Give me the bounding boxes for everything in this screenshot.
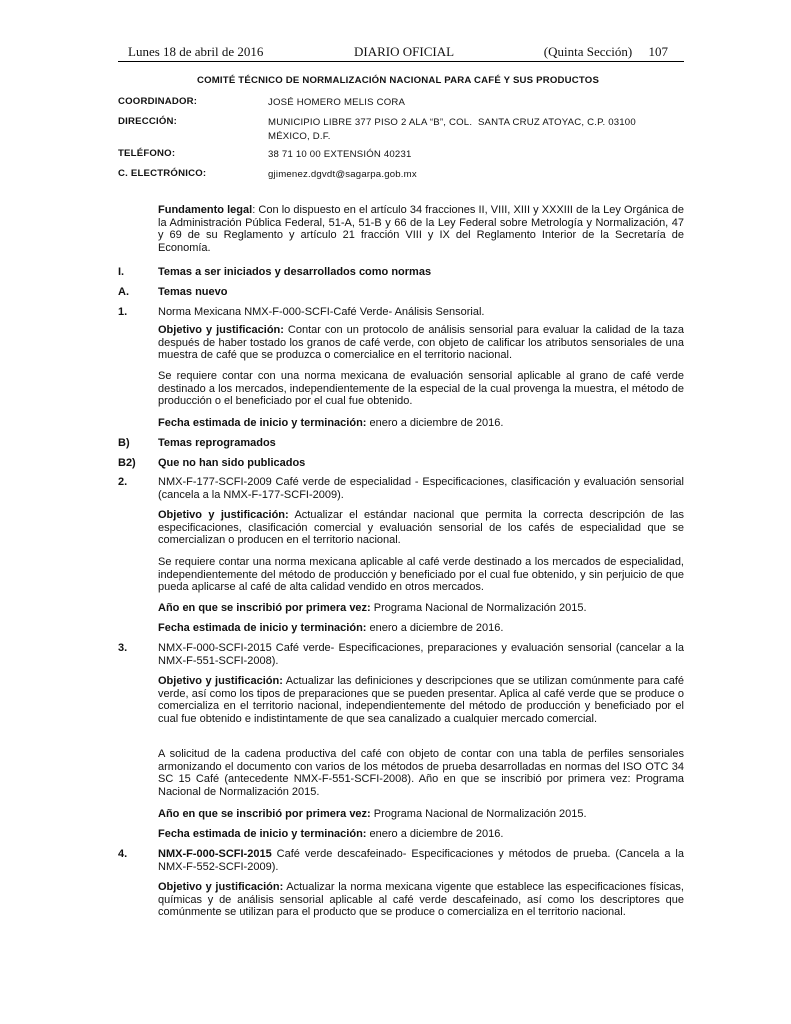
item-1-paragraph-2: Se requiere contar con una norma mexicana de evaluación sensorial aplicable al grano de café verde destinado a los mercados, independientemente de la especial de la cual provenga la muestra, el método de producción o el beneficiado por el cual fue obtenido. [158, 370, 684, 408]
item-4-number: 4. [118, 848, 128, 860]
phone-label: TELÉFONO: [118, 148, 176, 159]
committee-block [118, 75, 678, 180]
item-4-code: NMX-F-000-SCFI-2015 [158, 848, 272, 860]
item-3-objective [158, 675, 684, 725]
year-value: Programa Nacional de Normalización 2015. [370, 602, 587, 614]
item-3-dates [158, 828, 684, 841]
coordinator-label: COORDINADOR: [118, 96, 198, 107]
section-B2-number: B2) [118, 457, 136, 469]
section-B-heading: Temas reprogramados [158, 437, 276, 449]
year-label: Año en que se inscribió por primera vez: [158, 808, 371, 820]
header-date: Lunes 18 de abril de 2016 [128, 44, 264, 59]
item-3-paragraph-2: A solicitud de la cadena productiva del café con objeto de contar con una tabla de perfiles sensoriales armonizando el documento con varios de los métodos de prueba desarrolladas en normas del ISO OTC 34 SC 15 Café (antecedente NMX-F-551-SCFI-2008). Año en que se inscribió por primera vez: Programa Nacional de Normalización 2015. [158, 748, 684, 798]
item-4-objective [158, 881, 684, 919]
address-label: DIRECCIÓN: [118, 116, 178, 127]
item-2-year [158, 602, 684, 615]
email-label: C. ELECTRÓNICO: [118, 168, 207, 179]
item-3-objective-text: Actualizar las definiciones y descripciones que se utilizan comúnmente para café verde, así como los tipos de preparaciones que se pueden presentar. Aplica al café verde que se produce o comercializa en el territorio nacional, independientemente del método de producción y beneficiado por el cual fue obtenido e indistintamente de que sea canalizado a cualquier mercado comercial. [158, 675, 685, 725]
phone-value: 38 71 10 00 EXTENSIÓN 40231 [268, 149, 412, 160]
page-header [128, 44, 668, 62]
item-3-year [158, 808, 684, 821]
dates-label: Fecha estimada de inicio y terminación: [158, 417, 367, 429]
item-4-objective-text: Actualizar la norma mexicana vigente que establece las especificaciones físicas, químicas y de análisis sensorial aplicable al café verde descafeinado, así como los descriptores que comúnmente se utilizan para el producto que se produce o comercializa en el territorio nacional. [158, 881, 684, 919]
item-1-objective [158, 324, 684, 362]
item-3-number: 3. [118, 642, 128, 654]
item-1-title: Norma Mexicana NMX-F-000-SCFI-Café Verde- Análisis Sensorial. [158, 306, 485, 318]
header-rule [118, 61, 684, 62]
section-I-number: I. [118, 266, 125, 278]
address-value [268, 116, 678, 144]
committee-title: COMITÉ TÉCNICO DE NORMALIZACIÓN NACIONAL PARA CAFÉ Y SUS PRODUCTOS [196, 75, 600, 86]
address-line-1: MUNICIPIO LIBRE 377 PISO 2 ALA “B”, COL. SANTA CRUZ ATOYAC, C.P. 03100 [268, 117, 636, 128]
year-label: Año en que se inscribió por primera vez: [158, 602, 371, 614]
year-value: Programa Nacional de Normalización 2015. [370, 808, 587, 820]
section-B2-heading: Que no han sido publicados [158, 457, 306, 469]
dates-value: enero a diciembre de 2016. [366, 622, 504, 634]
header-section-page: (Quinta Sección) 107 [543, 44, 668, 59]
item-2-dates [158, 622, 684, 635]
objective-label: Objetivo y justificación: [158, 509, 289, 521]
fundamento-label: Fundamento legal [158, 204, 253, 216]
item-1-dates [158, 417, 684, 430]
objective-label: Objetivo y justificación: [158, 881, 284, 893]
item-3-title: NMX-F-000-SCFI-2015 Café verde- Especificaciones, preparaciones y evaluación sensorial (cancelar a la NMX-F-551-SCFI-2008). [158, 642, 684, 667]
item-1-number: 1. [118, 306, 128, 318]
fundamento-paragraph [158, 204, 684, 254]
dates-value: enero a diciembre de 2016. [366, 417, 504, 429]
address-line-2: MÉXICO, D.F. [268, 131, 331, 142]
email-value: gjimenez.dgvdt@sagarpa.gob.mx [268, 169, 417, 180]
section-B-number: B) [118, 437, 130, 449]
objective-label: Objetivo y justificación: [158, 675, 283, 687]
item-2-paragraph-2: Se requiere contar una norma mexicana aplicable al café verde destinado a los mercados de especialidad, independientemente del método de producción y beneficiado por el cual fue obtenido, y sin perjuicio de que pueda aplicarse al café de alta calidad vendido en otros mercados. [158, 556, 684, 594]
item-1-objective-text: Contar con un protocolo de análisis sensorial para evaluar la calidad de la taza después de haber tostado los granos de café verde, con objeto de calificar los atributos sensoriales de una muestra de café que se produzca o comercialice en el territorio nacional. [158, 324, 684, 362]
section-A-number: A. [118, 286, 129, 298]
header-paper-name: DIARIO OFICIAL [354, 44, 455, 59]
fundamento-text: : Con lo dispuesto en el artículo 34 fracciones II, VIII, XIII y XXXIII de la Ley Orgánica de la Administración Pública Federal, 51-A, 51-B y 66 de la Ley Federal sobre Metrología y Normalización, 47 y 69 de su Reglamento y artículo 21 fracción VIII y IX del Reglamento Interior de la Secretaría de Economía. [158, 204, 685, 254]
objective-label: Objetivo y justificación: [158, 324, 284, 336]
dates-label: Fecha estimada de inicio y terminación: [158, 828, 367, 840]
coordinator-value: JOSÉ HOMERO MELIS CORA [268, 97, 406, 108]
item-2-title: NMX-F-177-SCFI-2009 Café verde de especialidad - Especificaciones, clasificación y evaluación sensorial (cancela a la NMX-F-177-SCFI-2009). [158, 476, 684, 501]
section-I-heading: Temas a ser iniciados y desarrollados como normas [158, 266, 432, 278]
item-2-objective-text: Actualizar el estándar nacional que permita la correcta descripción de las especificaciones, clasificación comercial y evaluación sensorial de los cafés de especialidad que se comercializan o producen en el territorio nacional. [158, 509, 685, 547]
item-2-objective [158, 509, 684, 547]
item-2-number: 2. [118, 476, 128, 488]
section-A-heading: Temas nuevo [158, 286, 228, 298]
item-4-title [158, 848, 684, 873]
dates-label: Fecha estimada de inicio y terminación: [158, 622, 367, 634]
item-4-title-text: Café verde descafeinado- Especificaciones y métodos de prueba. (Cancela a la NMX-F-552-SCFI-2009). [158, 848, 684, 873]
dates-value: enero a diciembre de 2016. [366, 828, 504, 840]
